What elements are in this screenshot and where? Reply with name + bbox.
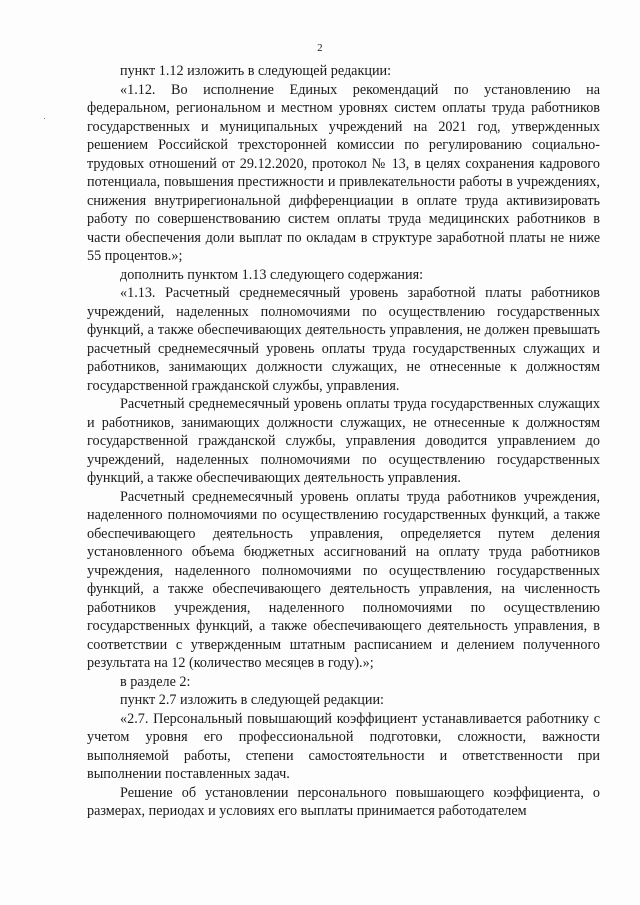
margin-mark <box>44 118 45 119</box>
paragraph-clause-2-7: «2.7. Персональный повышающий коэффициент устанавливается работнику с учетом уровня его профессиональной подготовки, сложности, важности выполняемой работы, степени самостоятельности и ответственности при выполнении поставленных задач. <box>87 710 600 782</box>
paragraph-clause-1-13-part-3: Расчетный среднемесячный уровень оплаты труда работников учреждения, наделенного полномочиями по осуществлению государственных функций, а также обеспечивающего деятельность управления, определяется путем деления установленного объема бюджетных ассигнований на оплату труда работников учреждения, наделенного полномочиями по осуществлению государственных функций, а также обеспечивающего деятельность управления, на численность работников учреждения, наделенного полномочиями по осуществлению государственных функций, а также обеспечивающего деятельность управления, в соответствии с утвержденным штатным расписанием и делением полученного результата на 12 (количество месяцев в году).»; <box>87 488 600 671</box>
paragraph-instruction-1-13: дополнить пунктом 1.13 следующего содержания: <box>120 266 424 283</box>
paragraph-instruction-2-7: пункт 2.7 изложить в следующей редакции: <box>120 692 384 708</box>
paragraph-clause-2-7-part-2: Решение об установлении персонального повышающего коэффициента, о размерах, периодах и условиях его выплаты принимается работодателем <box>87 784 600 819</box>
paragraph-instruction-1-12: пункт 1.12 изложить в следующей редакции: <box>120 63 392 79</box>
paragraph-clause-1-13-part-2: Расчетный среднемесячный уровень оплаты труда государственных служащих и работников, занимающих должности служащих, не отнесенные к должностям государственной гражданской службы, управления доводится управлением до учреждений, наделенных полномочиями по осуществлению государственных функций, а также обеспечивающих деятельность управления. <box>87 396 600 486</box>
page-number: 2 <box>317 42 323 54</box>
document-body <box>87 62 600 821</box>
paragraph-section-2: в разделе 2: <box>120 673 191 690</box>
paragraph-clause-1-12: «1.12. Во исполнение Единых рекомендаций по установлению на федеральном, региональном и местном уровнях систем оплаты труда работников государственных и муниципальных учреждений на 2021 год, утвержденных решением Российской трехсторонней комиссии по регулированию социально-трудовых отношений от 29.12.2020, протокол № 13, в целях сохранения кадрового потенциала, повышения престижности и привлекательности работы в учреждениях, снижения внутрирегиональной дифференциации в оплате труда активизировать работу по совершенствованию систем оплаты труда медицинских работников в части обеспечения доли выплат по окладам в структуре заработной платы не ниже 55 процентов.»; <box>87 81 600 264</box>
paragraph-clause-1-13: «1.13. Расчетный среднемесячный уровень заработной платы работников учреждений, наделенных полномочиями по осуществлению государственных функций, а также обеспечивающих деятельность управления, не должен превышать расчетный среднемесячный уровень оплаты труда государственных служащих и работников, занимающих должности служащих, не отнесенные к должностям государственной гражданской службы, управления. <box>87 285 600 394</box>
